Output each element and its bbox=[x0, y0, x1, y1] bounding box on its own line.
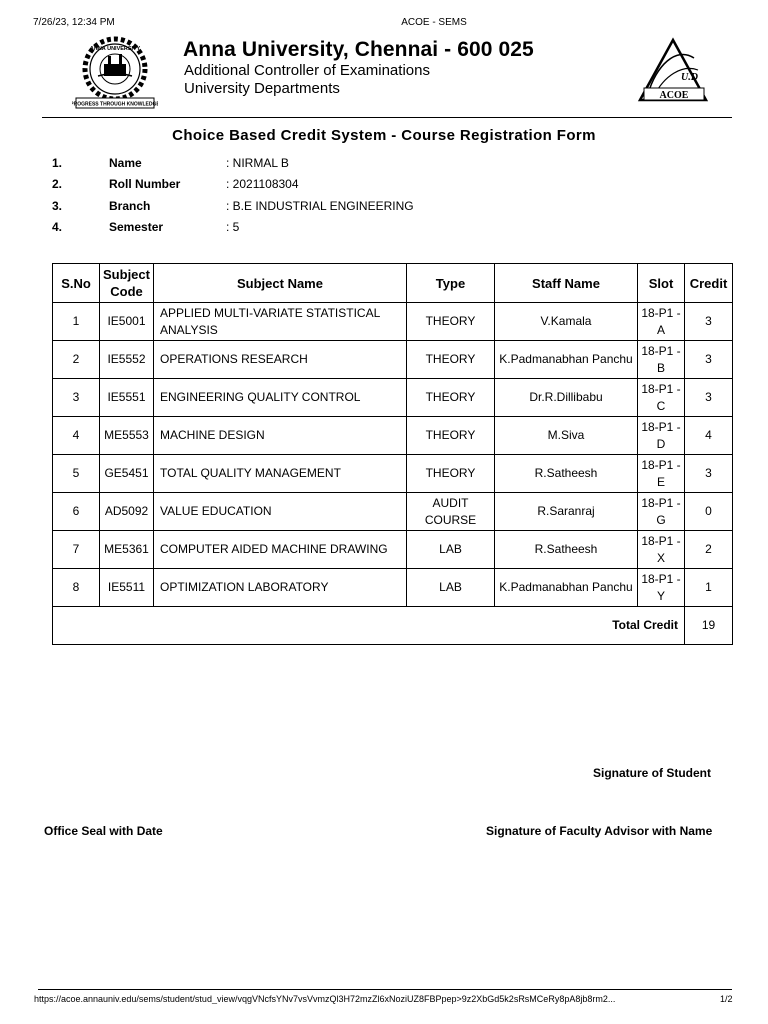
cell-credit: 3 bbox=[685, 341, 733, 379]
info-label: Branch bbox=[109, 199, 151, 213]
logo-acoe-text: ACOE bbox=[659, 90, 689, 101]
cell-type: AUDIT COURSE bbox=[407, 493, 495, 531]
cell-credit: 2 bbox=[685, 531, 733, 569]
office-seal-label: Office Seal with Date bbox=[44, 824, 163, 838]
col-header-slot: Slot bbox=[638, 264, 685, 303]
cell-credit: 4 bbox=[685, 417, 733, 455]
cell-type: THEORY bbox=[407, 417, 495, 455]
course-registration-table bbox=[52, 263, 733, 645]
cell-subject-name: MACHINE DESIGN bbox=[154, 417, 407, 455]
info-value: : 5 bbox=[226, 220, 240, 234]
cell-sno: 3 bbox=[53, 379, 100, 417]
student-info-roll bbox=[0, 177, 768, 195]
logo-text: ANNA UNIVERSITY bbox=[89, 46, 141, 52]
cell-staff: R.Satheesh bbox=[495, 531, 638, 569]
anna-university-logo bbox=[72, 36, 158, 112]
cell-staff: K.Padmanabhan Panchu bbox=[495, 341, 638, 379]
cell-sno: 8 bbox=[53, 569, 100, 607]
cell-slot: 18-P1 - A bbox=[638, 303, 685, 341]
cell-code: AD5092 bbox=[100, 493, 154, 531]
col-header-staff: Staff Name bbox=[495, 264, 638, 303]
table-header-row bbox=[53, 264, 733, 303]
info-number: 1. bbox=[52, 156, 63, 170]
cell-slot: 18-P1 - B bbox=[638, 341, 685, 379]
cell-type: THEORY bbox=[407, 303, 495, 341]
print-page-number: 1/2 bbox=[720, 994, 733, 1004]
print-datetime: 7/26/23, 12:34 PM bbox=[33, 17, 115, 28]
cell-sno: 2 bbox=[53, 341, 100, 379]
cell-credit: 1 bbox=[685, 569, 733, 607]
logo-initials: U.D bbox=[681, 72, 698, 83]
cell-slot: 18-P1 - X bbox=[638, 531, 685, 569]
cell-staff: Dr.R.Dillibabu bbox=[495, 379, 638, 417]
info-number: 2. bbox=[52, 177, 63, 191]
cell-subject-name: TOTAL QUALITY MANAGEMENT bbox=[154, 455, 407, 493]
info-value: : B.E INDUSTRIAL ENGINEERING bbox=[226, 199, 414, 213]
cell-subject-name: APPLIED MULTI-VARIATE STATISTICAL ANALYSIS bbox=[154, 303, 407, 341]
cell-staff: R.Saranraj bbox=[495, 493, 638, 531]
table-row bbox=[53, 531, 733, 569]
cell-code: IE5001 bbox=[100, 303, 154, 341]
table-row bbox=[53, 493, 733, 531]
info-value: : 2021108304 bbox=[226, 177, 299, 191]
cell-sno: 1 bbox=[53, 303, 100, 341]
header-line-2: University Departments bbox=[184, 80, 340, 97]
table-row bbox=[53, 569, 733, 607]
cell-subject-name: OPTIMIZATION LABORATORY bbox=[154, 569, 407, 607]
table-row bbox=[53, 417, 733, 455]
print-url: https://acoe.annauniv.edu/sems/student/stud_view/vqgVNcfsYNv7vsVvmzQl3H72mzZl6xNoziUZ8FBPpep>9z2XbGd5k2sRsMCeRy8pA8jb8rm2... bbox=[34, 994, 616, 1004]
cell-staff: R.Satheesh bbox=[495, 455, 638, 493]
student-signature-label: Signature of Student bbox=[593, 766, 711, 780]
faculty-advisor-signature-label: Signature of Faculty Advisor with Name bbox=[486, 824, 713, 838]
student-info-name bbox=[0, 156, 768, 174]
cell-code: ME5361 bbox=[100, 531, 154, 569]
cell-slot: 18-P1 - Y bbox=[638, 569, 685, 607]
header-divider bbox=[42, 117, 732, 118]
col-header-code: Subject Code bbox=[100, 264, 154, 303]
cell-credit: 0 bbox=[685, 493, 733, 531]
col-header-type: Type bbox=[407, 264, 495, 303]
footer-divider bbox=[38, 989, 732, 990]
table-row bbox=[53, 455, 733, 493]
info-number: 4. bbox=[52, 220, 63, 234]
total-credit-label: Total Credit bbox=[53, 607, 685, 645]
cell-type: THEORY bbox=[407, 379, 495, 417]
cell-staff: K.Padmanabhan Panchu bbox=[495, 569, 638, 607]
cell-code: IE5551 bbox=[100, 379, 154, 417]
cell-type: THEORY bbox=[407, 341, 495, 379]
col-header-name: Subject Name bbox=[154, 264, 407, 303]
cell-sno: 4 bbox=[53, 417, 100, 455]
cell-staff: V.Kamala bbox=[495, 303, 638, 341]
header-line-1: Additional Controller of Examinations bbox=[184, 62, 430, 79]
total-credit-row bbox=[53, 607, 733, 645]
info-label: Name bbox=[109, 156, 142, 170]
cell-slot: 18-P1 - D bbox=[638, 417, 685, 455]
cell-type: LAB bbox=[407, 531, 495, 569]
cell-type: THEORY bbox=[407, 455, 495, 493]
acoe-logo bbox=[636, 36, 710, 104]
form-title: Choice Based Credit System - Course Registration Form bbox=[172, 127, 596, 144]
cell-slot: 18-P1 - G bbox=[638, 493, 685, 531]
university-name: Anna University, Chennai - 600 025 bbox=[183, 38, 534, 61]
cell-code: GE5451 bbox=[100, 455, 154, 493]
cell-code: ME5553 bbox=[100, 417, 154, 455]
cell-code: IE5552 bbox=[100, 341, 154, 379]
logo-motto: PROGRESS THROUGH KNOWLEDGE bbox=[72, 101, 158, 108]
cell-staff: M.Siva bbox=[495, 417, 638, 455]
student-info-branch bbox=[0, 199, 768, 217]
cell-sno: 7 bbox=[53, 531, 100, 569]
print-page-title: ACOE - SEMS bbox=[401, 17, 467, 28]
table-row bbox=[53, 303, 733, 341]
info-value: : NIRMAL B bbox=[226, 156, 289, 170]
cell-subject-name: OPERATIONS RESEARCH bbox=[154, 341, 407, 379]
cell-slot: 18-P1 - C bbox=[638, 379, 685, 417]
info-label: Semester bbox=[109, 220, 164, 234]
cell-slot: 18-P1 - E bbox=[638, 455, 685, 493]
table-row bbox=[53, 341, 733, 379]
cell-sno: 6 bbox=[53, 493, 100, 531]
info-label: Roll Number bbox=[109, 177, 181, 191]
total-credit-value: 19 bbox=[685, 607, 733, 645]
cell-code: IE5511 bbox=[100, 569, 154, 607]
cell-credit: 3 bbox=[685, 379, 733, 417]
cell-sno: 5 bbox=[53, 455, 100, 493]
cell-credit: 3 bbox=[685, 455, 733, 493]
cell-credit: 3 bbox=[685, 303, 733, 341]
info-number: 3. bbox=[52, 199, 63, 213]
cell-subject-name: COMPUTER AIDED MACHINE DRAWING bbox=[154, 531, 407, 569]
cell-subject-name: VALUE EDUCATION bbox=[154, 493, 407, 531]
col-header-credit: Credit bbox=[685, 264, 733, 303]
cell-type: LAB bbox=[407, 569, 495, 607]
student-info-semester bbox=[0, 220, 768, 238]
col-header-sno: S.No bbox=[53, 264, 100, 303]
cell-subject-name: ENGINEERING QUALITY CONTROL bbox=[154, 379, 407, 417]
table-row bbox=[53, 379, 733, 417]
